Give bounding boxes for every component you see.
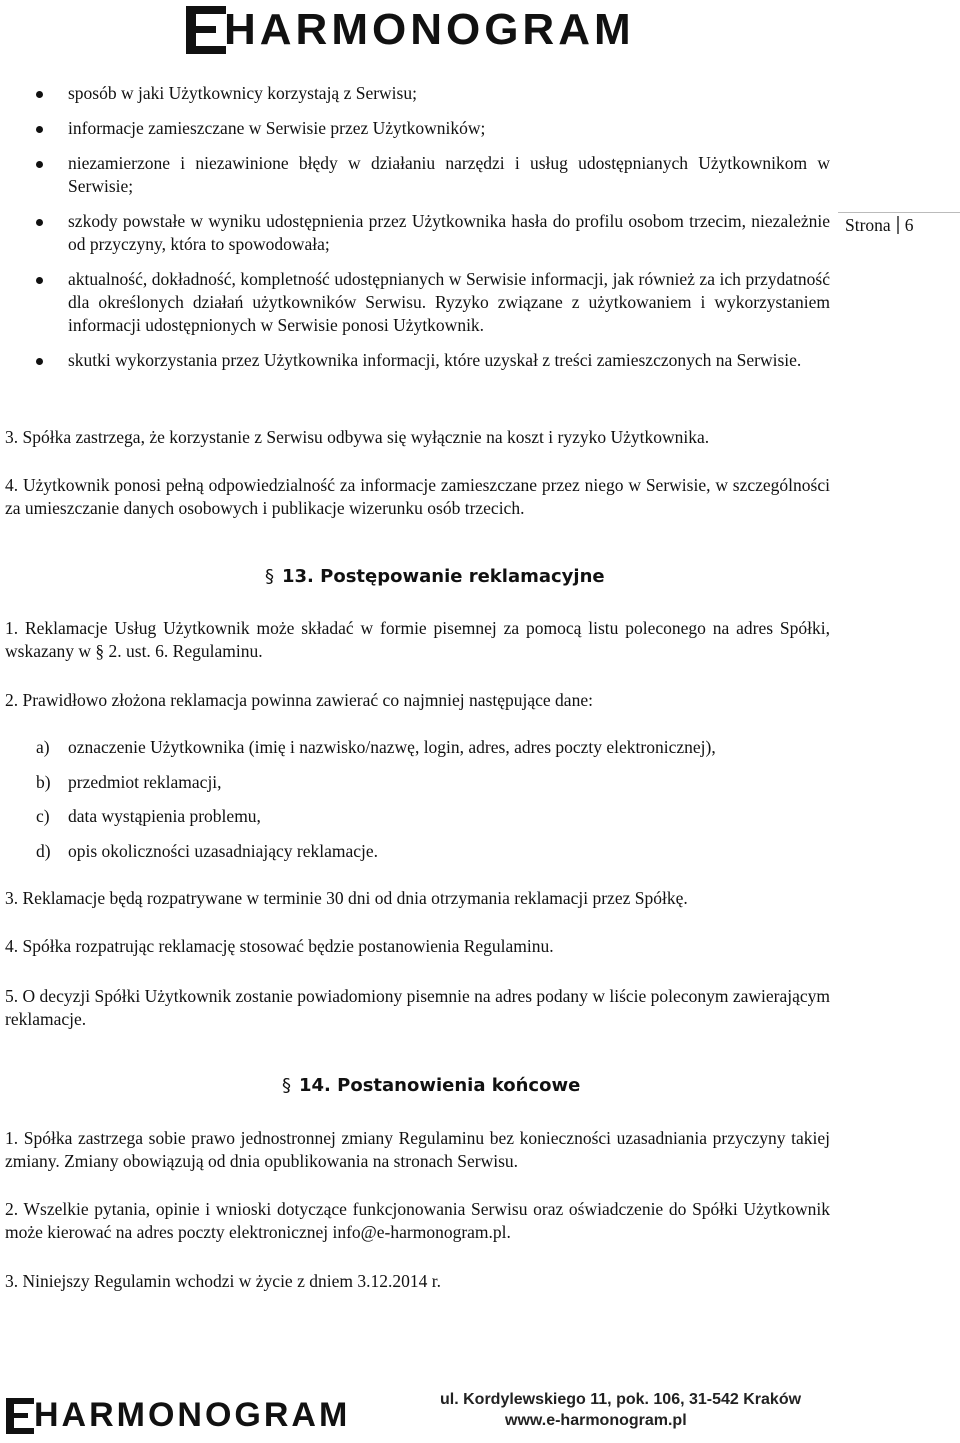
section-sign: § (282, 1075, 291, 1096)
list-item (36, 805, 836, 828)
paragraph-14-2: 2. Wszelkie pytania, opinie i wnioski dotyczące funkcjonowania Serwisu oraz oświadczenie do Spółki Użytkownik może kierować na adres poczty elektronicznej info@e-harmonogram.pl. (5, 1199, 830, 1242)
list-item (20, 268, 830, 337)
list-item (20, 117, 830, 140)
bullet-icon (36, 91, 43, 98)
paragraph-13-3: 3. Reklamacje będą rozpatrywane w terminie 30 dni od dnia otrzymania reklamacji przez Spółkę. (5, 888, 688, 908)
paragraph-12-3: 3. Spółka zastrzega, że korzystanie z Serwisu odbywa się wyłącznie na koszt i ryzyko Użytkownika. (5, 427, 710, 447)
list-item-text: oznaczenie Użytkownika (imię i nazwisko/nazwę, login, adres, adres poczty elektronicznej), (68, 737, 716, 757)
list-item (20, 152, 830, 198)
logo-e-mid (186, 26, 216, 33)
paragraph-14-3: 3. Niniejszy Regulamin wchodzi w życie z dniem 3.12.2014 r. (5, 1271, 441, 1291)
footer-logo-e-bottom (6, 1428, 34, 1434)
section-13-heading (265, 566, 605, 587)
logo-e-top (186, 6, 226, 14)
header-logo (186, 2, 646, 58)
list-item-text: opis okoliczności uzasadniający reklamacje. (68, 840, 379, 861)
list-item (20, 349, 830, 372)
bullet-icon (36, 161, 43, 168)
list-item-text: sposób w jaki Użytkownicy korzystają z Serwisu; (68, 83, 417, 103)
bullet-icon (36, 126, 43, 133)
bullet-icon (36, 358, 43, 365)
page-footer (0, 1380, 960, 1443)
paragraph-12-4: 4. Użytkownik ponosi pełną odpowiedzialność za informacje zamieszczane przez niego w Serwisie, w szczególności za umieszczanie danych osobowych i publikacje wizerunku osób trzecich. (5, 475, 830, 518)
list-item-label: a) (36, 737, 50, 757)
page-number-rule (838, 212, 960, 213)
footer-logo (6, 1390, 366, 1438)
footer-website: www.e-harmonogram.pl (505, 1412, 687, 1429)
list-item (36, 840, 836, 863)
list-item-label: d) (36, 840, 51, 861)
paragraph-13-5: 5. O decyzji Spółki Użytkownik zostanie powiadomiony pisemnie na adres podany w liście poleconym zawierającym reklamacje. (5, 986, 830, 1029)
list-item-text: informacje zamieszczane w Serwisie przez Użytkowników; (68, 118, 486, 138)
paragraph-13-1: 1. Reklamacje Usług Użytkownik może składać w formie pisemnej za pomocą listu poleconego na adres Spółki, wskazany w § 2. ust. 6. Regulaminu. (5, 618, 830, 661)
list-item (20, 82, 830, 105)
list-item-label: b) (36, 771, 51, 792)
list-item-text: szkody powstałe w wyniku udostępnienia przez Użytkownika hasła do profilu osobom trzecim, niezależnie od przyczyny, która to spowodowała; (68, 211, 830, 254)
list-item-text: skutki wykorzystania przez Użytkownika informacji, które uzyskał z treści zamieszczonych na Serwisie. (68, 350, 802, 370)
list-item-text: data wystąpienia problemu, (68, 806, 261, 826)
logo-e-bottom (186, 46, 226, 54)
section-14-heading (282, 1075, 580, 1096)
section-14-title: 14. Postanowienia końcowe (299, 1075, 581, 1096)
page-number-value: 6 (904, 215, 914, 235)
list-item-text: aktualność, dokładność, kompletność udostępnianych w Serwisie informacji, jak również za ich przydatność dla określonych działań użytkowników Serwisu. Ryzyko związane z użytkowaniem i wykorzystaniem informacji udostępnionych w Serwisie ponosi Użytkownik. (68, 269, 830, 335)
section-sign: § (265, 566, 274, 587)
list-item (20, 210, 830, 256)
page-number-label: Strona (845, 215, 891, 235)
complaint-data-list (36, 736, 836, 874)
list-item-text: niezamierzone i niezawinione błędy w działaniu narzędzi i usług udostępnianych Użytkownikom w Serwisie; (68, 153, 830, 196)
list-item (36, 771, 836, 794)
footer-logo-e-mid (6, 1413, 28, 1418)
bullet-icon (36, 219, 43, 226)
paragraph-13-2: 2. Prawidłowo złożona reklamacja powinna zawierać co najmniej następujące dane: (5, 690, 593, 710)
footer-address: ul. Kordylewskiego 11, pok. 106, 31-542 Kraków (440, 1391, 802, 1408)
bullet-icon (36, 277, 43, 284)
section-13-title: 13. Postępowanie reklamacyjne (282, 566, 605, 587)
list-item-label: c) (36, 806, 50, 826)
page-number-separator (897, 216, 899, 234)
list-item-text: przedmiot reklamacji, (68, 771, 222, 792)
paragraph-13-4: 4. Spółka rozpatrując reklamację stosować będzie postanowienia Regulaminu. (5, 936, 554, 956)
list-item (36, 736, 836, 759)
paragraph-14-1: 1. Spółka zastrzega sobie prawo jednostronnej zmiany Regulaminu bez konieczności uzasadniania przyczyny takiej zmiany. Zmiany obowiązują od dnia opublikowania na stronach Serwisu. (5, 1128, 830, 1171)
liability-exclusions-list (20, 82, 830, 384)
header-logo-text: HARMONOGRAM (224, 5, 635, 54)
page-number (845, 215, 913, 236)
footer-logo-e-top (6, 1398, 34, 1404)
footer-logo-text: HARMONOGRAM (34, 1396, 351, 1434)
